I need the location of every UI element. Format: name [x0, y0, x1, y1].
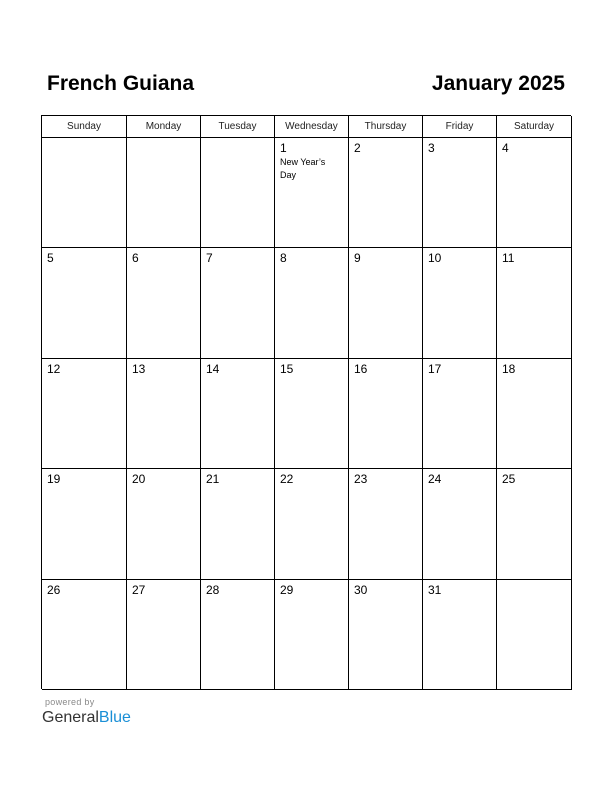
day-number: 2	[354, 141, 361, 155]
brand-blue-text: Blue	[98, 709, 131, 726]
day-number: 17	[428, 361, 442, 376]
day-number: 22	[280, 472, 294, 487]
generalblue-logo[interactable]	[42, 708, 131, 728]
day-number: 14	[206, 361, 220, 376]
day-cell	[349, 469, 423, 579]
day-number: 31	[428, 582, 442, 597]
day-cell	[201, 138, 275, 248]
day-cell	[275, 359, 349, 469]
weekday-header-tuesday: Tuesday	[201, 116, 275, 138]
day-cell	[127, 248, 201, 358]
day-cell	[497, 138, 572, 248]
day-number: 28	[206, 582, 220, 597]
day-number: 19	[47, 472, 61, 487]
day-number: 11	[502, 251, 515, 266]
day-cell	[42, 469, 127, 579]
day-cell	[349, 138, 423, 248]
day-number: 21	[206, 472, 220, 487]
day-number: 3	[428, 141, 435, 155]
calendar-month-title: January 2025	[431, 72, 565, 95]
powered-by-text: powered by	[45, 697, 95, 707]
day-number: 23	[354, 472, 368, 487]
day-cell	[423, 138, 497, 248]
day-cell	[201, 248, 275, 358]
day-cell	[497, 469, 572, 579]
day-number: 15	[280, 361, 294, 376]
day-number: 9	[354, 251, 361, 266]
day-number: 5	[47, 251, 54, 266]
day-cell	[423, 469, 497, 579]
weekday-header-wednesday: Wednesday	[275, 116, 349, 138]
day-cell	[201, 580, 275, 690]
day-number: 27	[132, 582, 146, 597]
day-number: 13	[132, 361, 146, 376]
day-number: 18	[502, 361, 516, 376]
day-cell	[349, 359, 423, 469]
day-number: 25	[502, 472, 516, 487]
day-cell	[497, 248, 572, 358]
weekday-header-thursday: Thursday	[349, 116, 423, 138]
day-number: 26	[47, 582, 61, 597]
day-cell	[349, 248, 423, 358]
day-cell	[423, 580, 497, 690]
day-cell	[42, 359, 127, 469]
day-cell	[201, 359, 275, 469]
day-number: 10	[428, 251, 442, 266]
day-cell	[497, 359, 572, 469]
brand-general-text: General	[42, 709, 99, 726]
holiday-label: New Year’s Day	[280, 157, 326, 180]
day-number: 30	[354, 582, 368, 597]
calendar-country-title: French Guiana	[47, 72, 195, 95]
day-cell	[127, 469, 201, 579]
day-cell	[423, 359, 497, 469]
day-cell	[127, 138, 201, 248]
day-cell	[275, 469, 349, 579]
day-cell	[42, 248, 127, 358]
day-number: 4	[502, 141, 509, 155]
day-cell	[275, 138, 349, 248]
day-number: 16	[354, 361, 368, 376]
day-cell	[275, 580, 349, 690]
day-number: 6	[132, 251, 139, 266]
weekday-header-saturday: Saturday	[497, 116, 572, 138]
weekday-header-monday: Monday	[127, 116, 201, 138]
day-number: 8	[280, 251, 287, 266]
day-cell	[42, 138, 127, 248]
weekday-header-sunday: Sunday	[42, 116, 127, 138]
day-cell	[201, 469, 275, 579]
day-cell	[275, 248, 349, 358]
day-number: 24	[428, 472, 442, 487]
day-cell	[127, 359, 201, 469]
day-number: 1	[280, 141, 287, 155]
day-cell	[423, 248, 497, 358]
day-number: 12	[47, 361, 61, 376]
day-cell	[127, 580, 201, 690]
day-number: 20	[132, 472, 146, 487]
day-cell	[42, 580, 127, 690]
calendar-grid	[41, 115, 571, 689]
day-cell	[349, 580, 423, 690]
day-cell	[497, 580, 572, 690]
weekday-header-friday: Friday	[423, 116, 497, 138]
day-number: 7	[206, 251, 213, 266]
day-number: 29	[280, 582, 294, 597]
